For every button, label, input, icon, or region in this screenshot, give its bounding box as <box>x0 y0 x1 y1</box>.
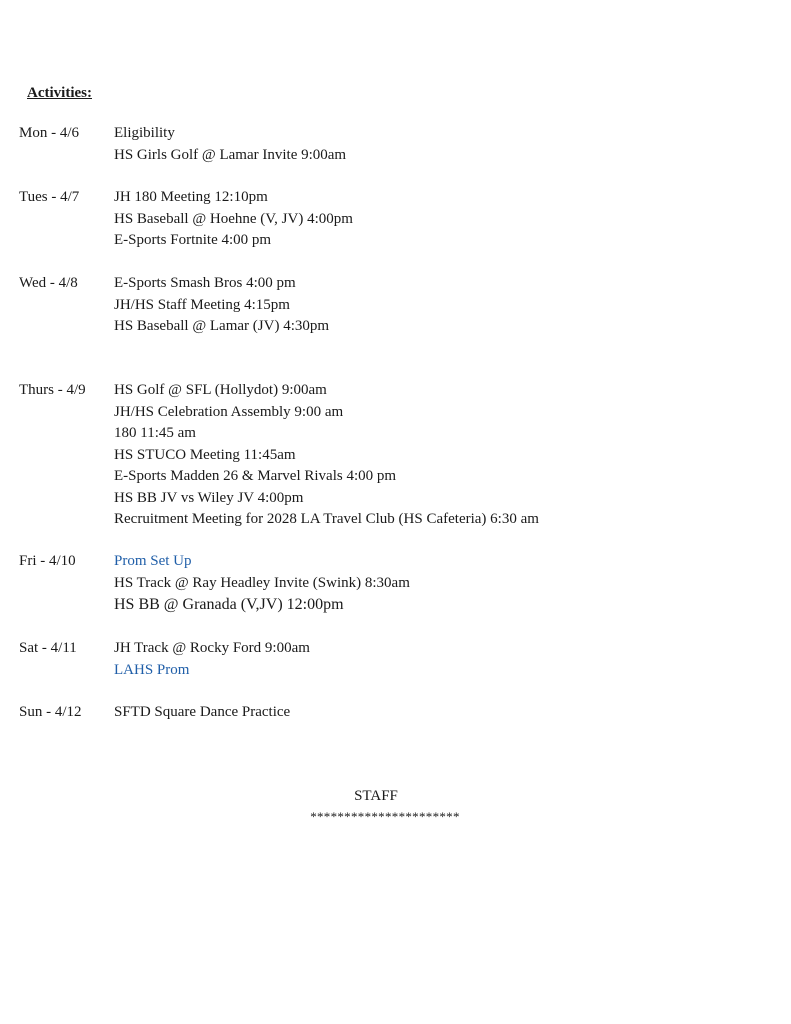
event-item: JH Track @ Rocky Ford 9:00am <box>114 640 310 656</box>
event-item: HS BB @ Granada (V,JV) 12:00pm <box>114 596 344 613</box>
day-label: Sat - 4/11 <box>19 640 77 656</box>
event-list <box>114 380 774 531</box>
event-item: HS Girls Golf @ Lamar Invite 9:00am <box>114 146 347 163</box>
event-item: HS Track @ Ray Headley Invite (Swink) 8:30am <box>114 574 410 591</box>
day-label: Tues - 4/7 <box>19 189 80 205</box>
event-item: HS STUCO Meeting 11:45am <box>114 446 296 463</box>
event-list <box>114 551 774 616</box>
event-item: JH/HS Celebration Assembly 9:00 am <box>114 403 344 420</box>
activities-heading: Activities: <box>27 85 92 101</box>
event-item: 180 11:45 am <box>114 425 196 441</box>
event-list <box>114 702 774 724</box>
event-item-highlight: Prom Set Up <box>114 553 192 569</box>
event-item: E-Sports Madden 26 & Marvel Rivals 4:00 pm <box>114 468 397 484</box>
event-item: Eligibility <box>114 125 175 141</box>
event-list <box>114 273 774 338</box>
day-label: Thurs - 4/9 <box>19 382 86 398</box>
staff-section-divider: ********************** <box>310 809 460 824</box>
day-label: Mon - 4/6 <box>19 125 79 141</box>
event-item: HS BB JV vs Wiley JV 4:00pm <box>114 489 304 506</box>
day-label: Wed - 4/8 <box>19 275 78 291</box>
event-item: HS Baseball @ Hoehne (V, JV) 4:00pm <box>114 210 353 227</box>
day-label: Sun - 4/12 <box>19 704 82 720</box>
event-item: HS Baseball @ Lamar (JV) 4:30pm <box>114 318 330 334</box>
event-item: JH/HS Staff Meeting 4:15pm <box>114 296 290 313</box>
event-item: E-Sports Fortnite 4:00 pm <box>114 232 272 248</box>
event-item: Recruitment Meeting for 2028 LA Travel Club (HS Cafeteria) 6:30 am <box>114 511 539 527</box>
event-item-highlight: LAHS Prom <box>114 661 190 678</box>
event-item: JH 180 Meeting 12:10pm <box>114 189 268 205</box>
event-list <box>114 187 774 252</box>
event-item: SFTD Square Dance Practice <box>114 704 291 720</box>
event-item: HS Golf @ SFL (Hollydot) 9:00am <box>114 382 327 398</box>
event-list <box>114 638 774 681</box>
event-item: E-Sports Smash Bros 4:00 pm <box>114 275 296 291</box>
day-label: Fri - 4/10 <box>19 553 76 569</box>
event-list <box>114 123 774 166</box>
staff-section-title: STAFF <box>354 788 398 804</box>
